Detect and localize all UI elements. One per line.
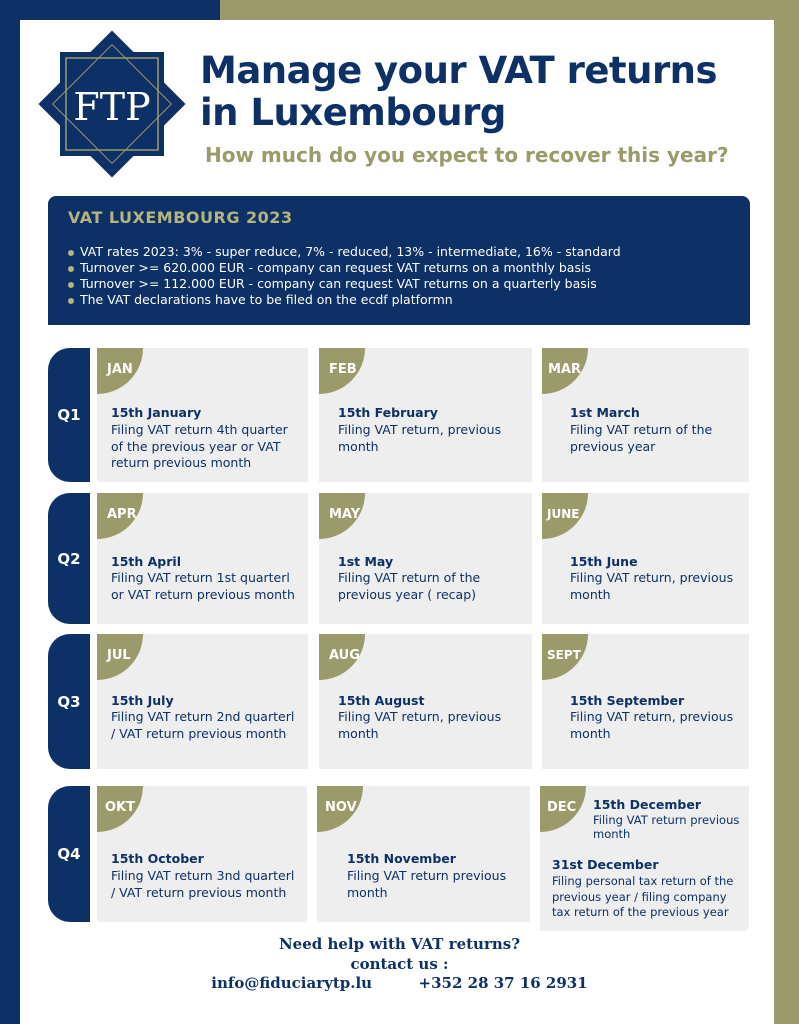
vat-info-item: Turnover >= 620.000 EUR - company can request VAT returns on a monthly basis: [68, 260, 621, 276]
month-label: MAR: [548, 362, 582, 377]
deadline-description: Filing VAT return 2nd quarterl / VAT return previous month: [111, 709, 295, 741]
vat-info-item: VAT rates 2023: 3% - super reduce, 7% - reduced, 13% - intermediate, 16% - standard: [68, 244, 621, 260]
month-label: APR: [107, 507, 137, 522]
month-label: JUL: [107, 648, 131, 663]
vat-info-box: [48, 196, 750, 325]
title-line-1: Manage your VAT returns: [200, 49, 718, 92]
deadline-description: Filing VAT return 4th quarter of the previous year or VAT return previous month: [111, 422, 288, 470]
deadline-date: 15th November: [347, 851, 456, 866]
deadline-description: Filing VAT return, previous month: [338, 709, 502, 741]
month-card-aug: [319, 634, 532, 769]
month-label: MAY: [329, 507, 361, 522]
month-label: SEPT: [547, 648, 581, 662]
footer-help-text: Need help with VAT returns?: [278, 935, 521, 953]
deadline-date: 1st March: [570, 405, 640, 420]
deadline-date: 15th September: [570, 693, 685, 708]
month-card-okt: [97, 786, 307, 922]
deadline-date: 15th October: [111, 851, 204, 866]
deadline-description: Filing VAT return, previous month: [570, 570, 734, 602]
month-card-sept: [542, 634, 749, 769]
quarter-tab-q4: Q4: [48, 786, 90, 922]
month-card-apr: [97, 493, 308, 624]
vat-info-item: Turnover >= 112.000 EUR - company can request VAT returns on a quarterly basis: [68, 276, 621, 292]
contact-email-link[interactable]: info@fiduciarytp.lu: [211, 974, 373, 992]
deadline-date: 15th June: [570, 554, 638, 569]
deadline-date: 1st May: [338, 554, 394, 569]
page-subtitle: How much do you expect to recover this year?: [205, 143, 729, 167]
deadline-description: Filing VAT return, previous month: [570, 709, 734, 741]
deadline-date: 15th April: [111, 554, 181, 569]
month-card-dec: [540, 786, 749, 931]
deadline-description: Filing VAT return previous month: [347, 868, 507, 900]
month-card-jan: [97, 348, 308, 482]
month-card-may: [319, 493, 532, 624]
page-title: [200, 50, 717, 134]
deadline-description: Filing VAT return, previous month: [338, 422, 502, 454]
ftp-logo: [38, 30, 186, 178]
vat-info-item: The VAT declarations have to be filed on the ecdf platformn: [68, 292, 621, 308]
vat-info-title: VAT LUXEMBOURG 2023: [68, 208, 293, 227]
quarter-tab-q3: Q3: [48, 634, 90, 769]
bullet-icon: [68, 250, 74, 256]
title-line-2: in Luxembourg: [200, 91, 506, 134]
month-label: JUNE: [547, 507, 580, 521]
month-label: NOV: [325, 800, 357, 815]
month-label: FEB: [329, 362, 357, 377]
month-card-feb: [319, 348, 532, 482]
deadline-description: Filing VAT return of the previous year ( recap): [338, 570, 481, 602]
deadline-description: Filing VAT return previous month: [593, 813, 740, 841]
month-card-nov: [317, 786, 530, 922]
deadline-date-2: 31st December: [552, 857, 659, 872]
deadline-description-2: Filing personal tax return of the previous year / filing company tax return of the previous year: [552, 874, 734, 919]
deadline-date: 15th February: [338, 405, 438, 420]
bullet-icon: [68, 298, 74, 304]
month-label: OKT: [105, 800, 135, 815]
bullet-icon: [68, 282, 74, 288]
deadline-date: 15th January: [111, 405, 202, 420]
deadline-date: 15th July: [111, 693, 174, 708]
footer-contact-label: contact us :: [350, 955, 449, 973]
contact-phone-link[interactable]: +352 28 37 16 2931: [418, 974, 588, 992]
month-card-jul: [97, 634, 308, 769]
bullet-icon: [68, 266, 74, 272]
deadline-description: Filing VAT return of the previous year: [570, 422, 713, 454]
deadline-date: 15th December: [593, 797, 701, 812]
deadline-description: Filing VAT return 1st quarterl or VAT return previous month: [111, 570, 295, 602]
quarter-tab-q2: Q2: [48, 493, 90, 624]
month-card-mar: [542, 348, 749, 482]
month-card-june: [542, 493, 749, 624]
vat-info-list: [68, 244, 621, 308]
logo-diamond-icon: [38, 30, 186, 178]
month-label: JAN: [107, 362, 133, 377]
logo-text: FTP: [73, 85, 151, 129]
quarter-tab-q1: Q1: [48, 348, 90, 482]
deadline-description: Filing VAT return 3nd quarterl / VAT return previous month: [111, 868, 295, 900]
footer-contact-row: [0, 974, 799, 992]
deadline-date: 15th August: [338, 693, 425, 708]
month-label: DEC: [547, 800, 577, 815]
month-label: AUG: [329, 648, 360, 663]
